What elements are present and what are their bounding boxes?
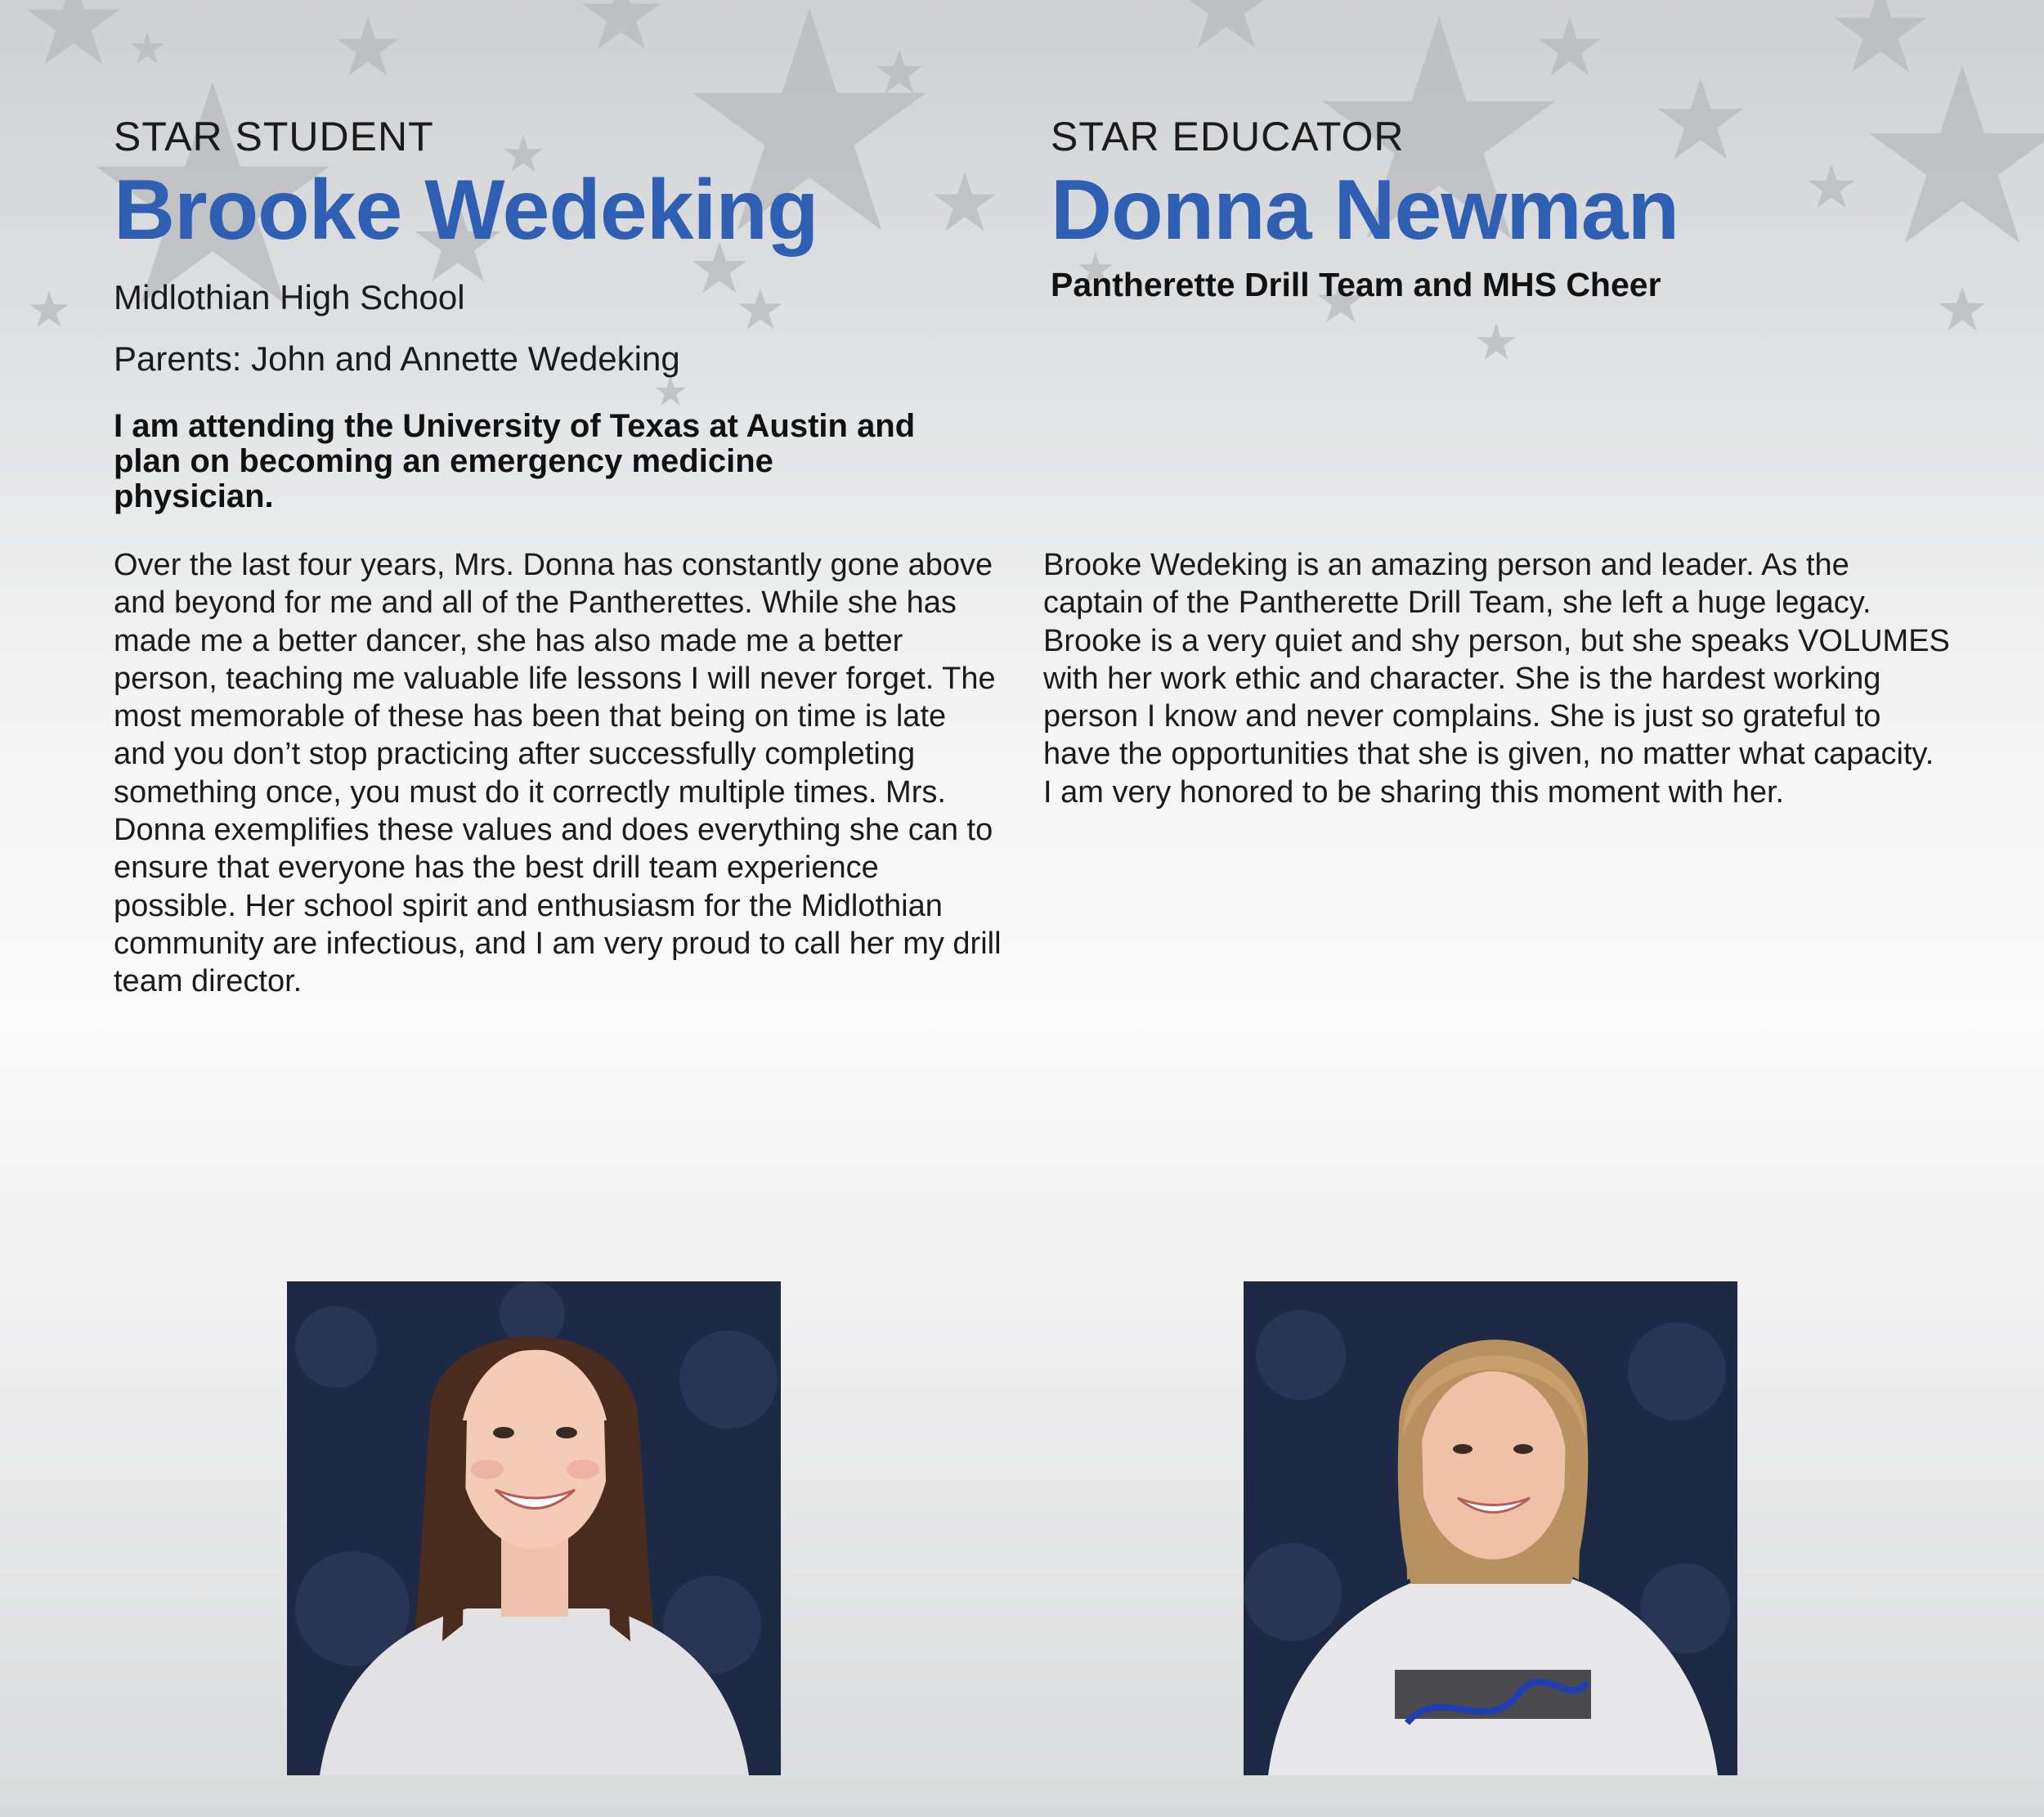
student-tribute: Over the last four years, Mrs. Donna has constantly gone above and beyond for me and all of the Pantherettes. While she has made me a better dancer, she has also made me a better person, teaching me valuable life lessons I will never forget. The most memorable of these has been that being on time is late and you don’t stop practicing after successfully completing something once, you must do it correctly multiple times. Mrs. Donna exemplifies these values and does everything she can to ensure that everyone has the best drill team experience possible. Her school spirit and enthusiasm for the Midlothian community are infectious, and I am very proud to call her my drill team director. (114, 548, 1002, 999)
student-goal: I am attending the University of Texas at Austin and plan on becoming an emergency medicine physician. (114, 408, 916, 514)
educator-role: Pantherette Drill Team and MHS Cheer (1051, 266, 1661, 303)
educator-portrait-icon (1244, 1281, 1737, 1775)
educator-photo (1244, 1281, 1737, 1775)
student-name: Brooke Wedeking (114, 163, 818, 258)
educator-tribute: Brooke Wedeking is an amazing person and leader. As the captain of the Pantherette Drill Team, she left a huge legacy. Brooke is a very quiet and shy person, but she speaks VOLUMES with her work ethic and character. She is the hardest working person I know and never complains. She is just so grateful to have the opportunities that she is given, no matter what capacity. I am very honored to be sharing this moment with her. (1043, 548, 1950, 810)
student-portrait-icon (287, 1281, 781, 1775)
student-label: STAR STUDENT (114, 114, 434, 159)
educator-label: STAR EDUCATOR (1051, 114, 1405, 159)
educator-name: Donna Newman (1051, 163, 1679, 258)
student-photo (287, 1281, 781, 1775)
student-school: Midlothian High School (114, 278, 465, 316)
student-parents: Parents: John and Annette Wedeking (114, 339, 680, 378)
